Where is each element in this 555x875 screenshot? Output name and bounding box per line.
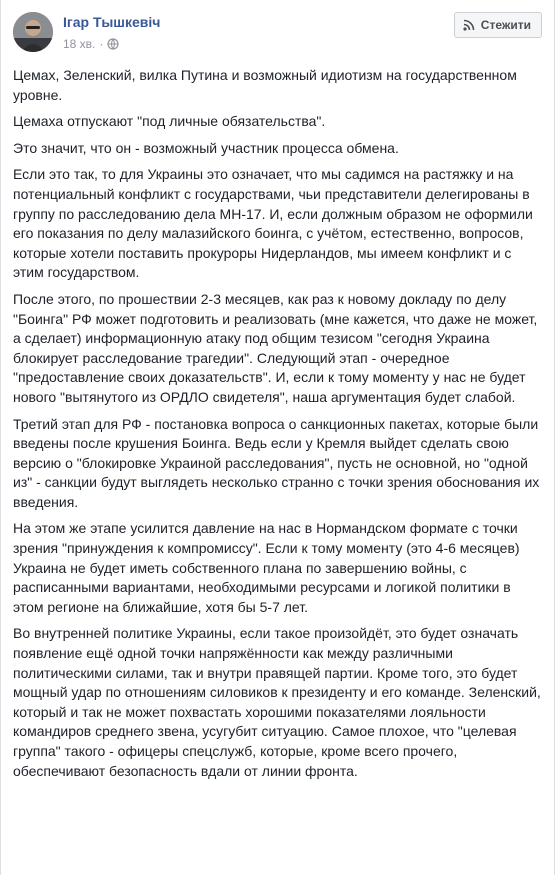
post-timestamp[interactable]: 18 хв. [63,37,96,51]
follow-button-label: Стежити [480,18,531,32]
meta-separator: · [99,37,104,51]
post-paragraph: Третий этап для РФ - постановка вопроса о санкционных пакетах, которые были введены после крушения Боинга. Ведь если у Кремля выйдет сделать свою версию о "блокировке Украиной расследования", пусть не основной, но "одной из" - санкции будут выглядеть несколько странно с точки зрения обоснования их введения. [13,415,540,510]
post-paragraph: Если это так, то для Украины это означает, что мы садимся на растяжку и на потенциальный конфликт с государствами, чьи представители делегированы в группу по расследованию дела МН-17. И, если должным образом не оформили его показания по делу малазийского боинга, с учётом, естественно, вопросов, которые хотели поставить прокуроры Нидерландов, мы имеем конфликт и с этим государством. [13,166,533,281]
globe-icon [107,38,119,50]
post-paragraph: После этого, по прошествии 2-3 месяцев, как раз к новому докладу по делу "Боинга" РФ может подготовить и реализовать (мне кажется, что даже не может, а сделает) информационную атаку под общим тезисом "сегодня Украина блокирует расследование трагедии". Следующий этап - очередное "предоставление своих доказательств". И, если к тому моменту у нас не будет нового "вытянутого из ОРДЛО свидетеля", наша аргументация будет слабой. [13,290,538,405]
post-paragraph: На этом же этапе усилится давление на нас в Нормандском формате с точки зрения "принуждения к компромиссу". Если к тому моменту (это 4-6 месяцев) Украина не будет иметь собственного плана по завершению войны, с расписанными вариантами, необходимыми ресурсами и логикой политики в этом регионе на ближайшие, хотя бы 5-7 лет. [13,520,520,615]
rss-follow-icon [463,19,475,31]
post-paragraph: Цемаха отпускают "под личные обязательства". [13,113,326,130]
post-paragraph: Во внутренней политике Украины, если такое произойдёт, это будет означать появление ещё одной точки напряжённости как между различными политическими силами, так и внутри правящей партии. Кроме того, это будет мощный удар по отношениям силовиков к президенту и его команде. Зеленский, который и так не может похвастать хорошими показателями лояльности командиров среднего звена, усугубит ситуацию. Самое плохое, что "целевая группа" такого - офицеры спецслужб, которые, кроме всего прочего, обеспечивают безопасность вдали от линии фронта. [13,625,541,779]
post-header [1,0,554,64]
author-avatar[interactable] [13,12,53,52]
author-name[interactable]: Ігар Тышкевіч [63,14,161,30]
post-paragraph: Цемах, Зеленский, вилка Путина и возможный идиотизм на государственном уровне. [13,67,517,103]
follow-button[interactable] [454,12,542,38]
post-meta [63,37,119,51]
post-body [1,66,554,781]
post-paragraph: Это значит, что он - возможный участник процесса обмена. [13,139,399,156]
